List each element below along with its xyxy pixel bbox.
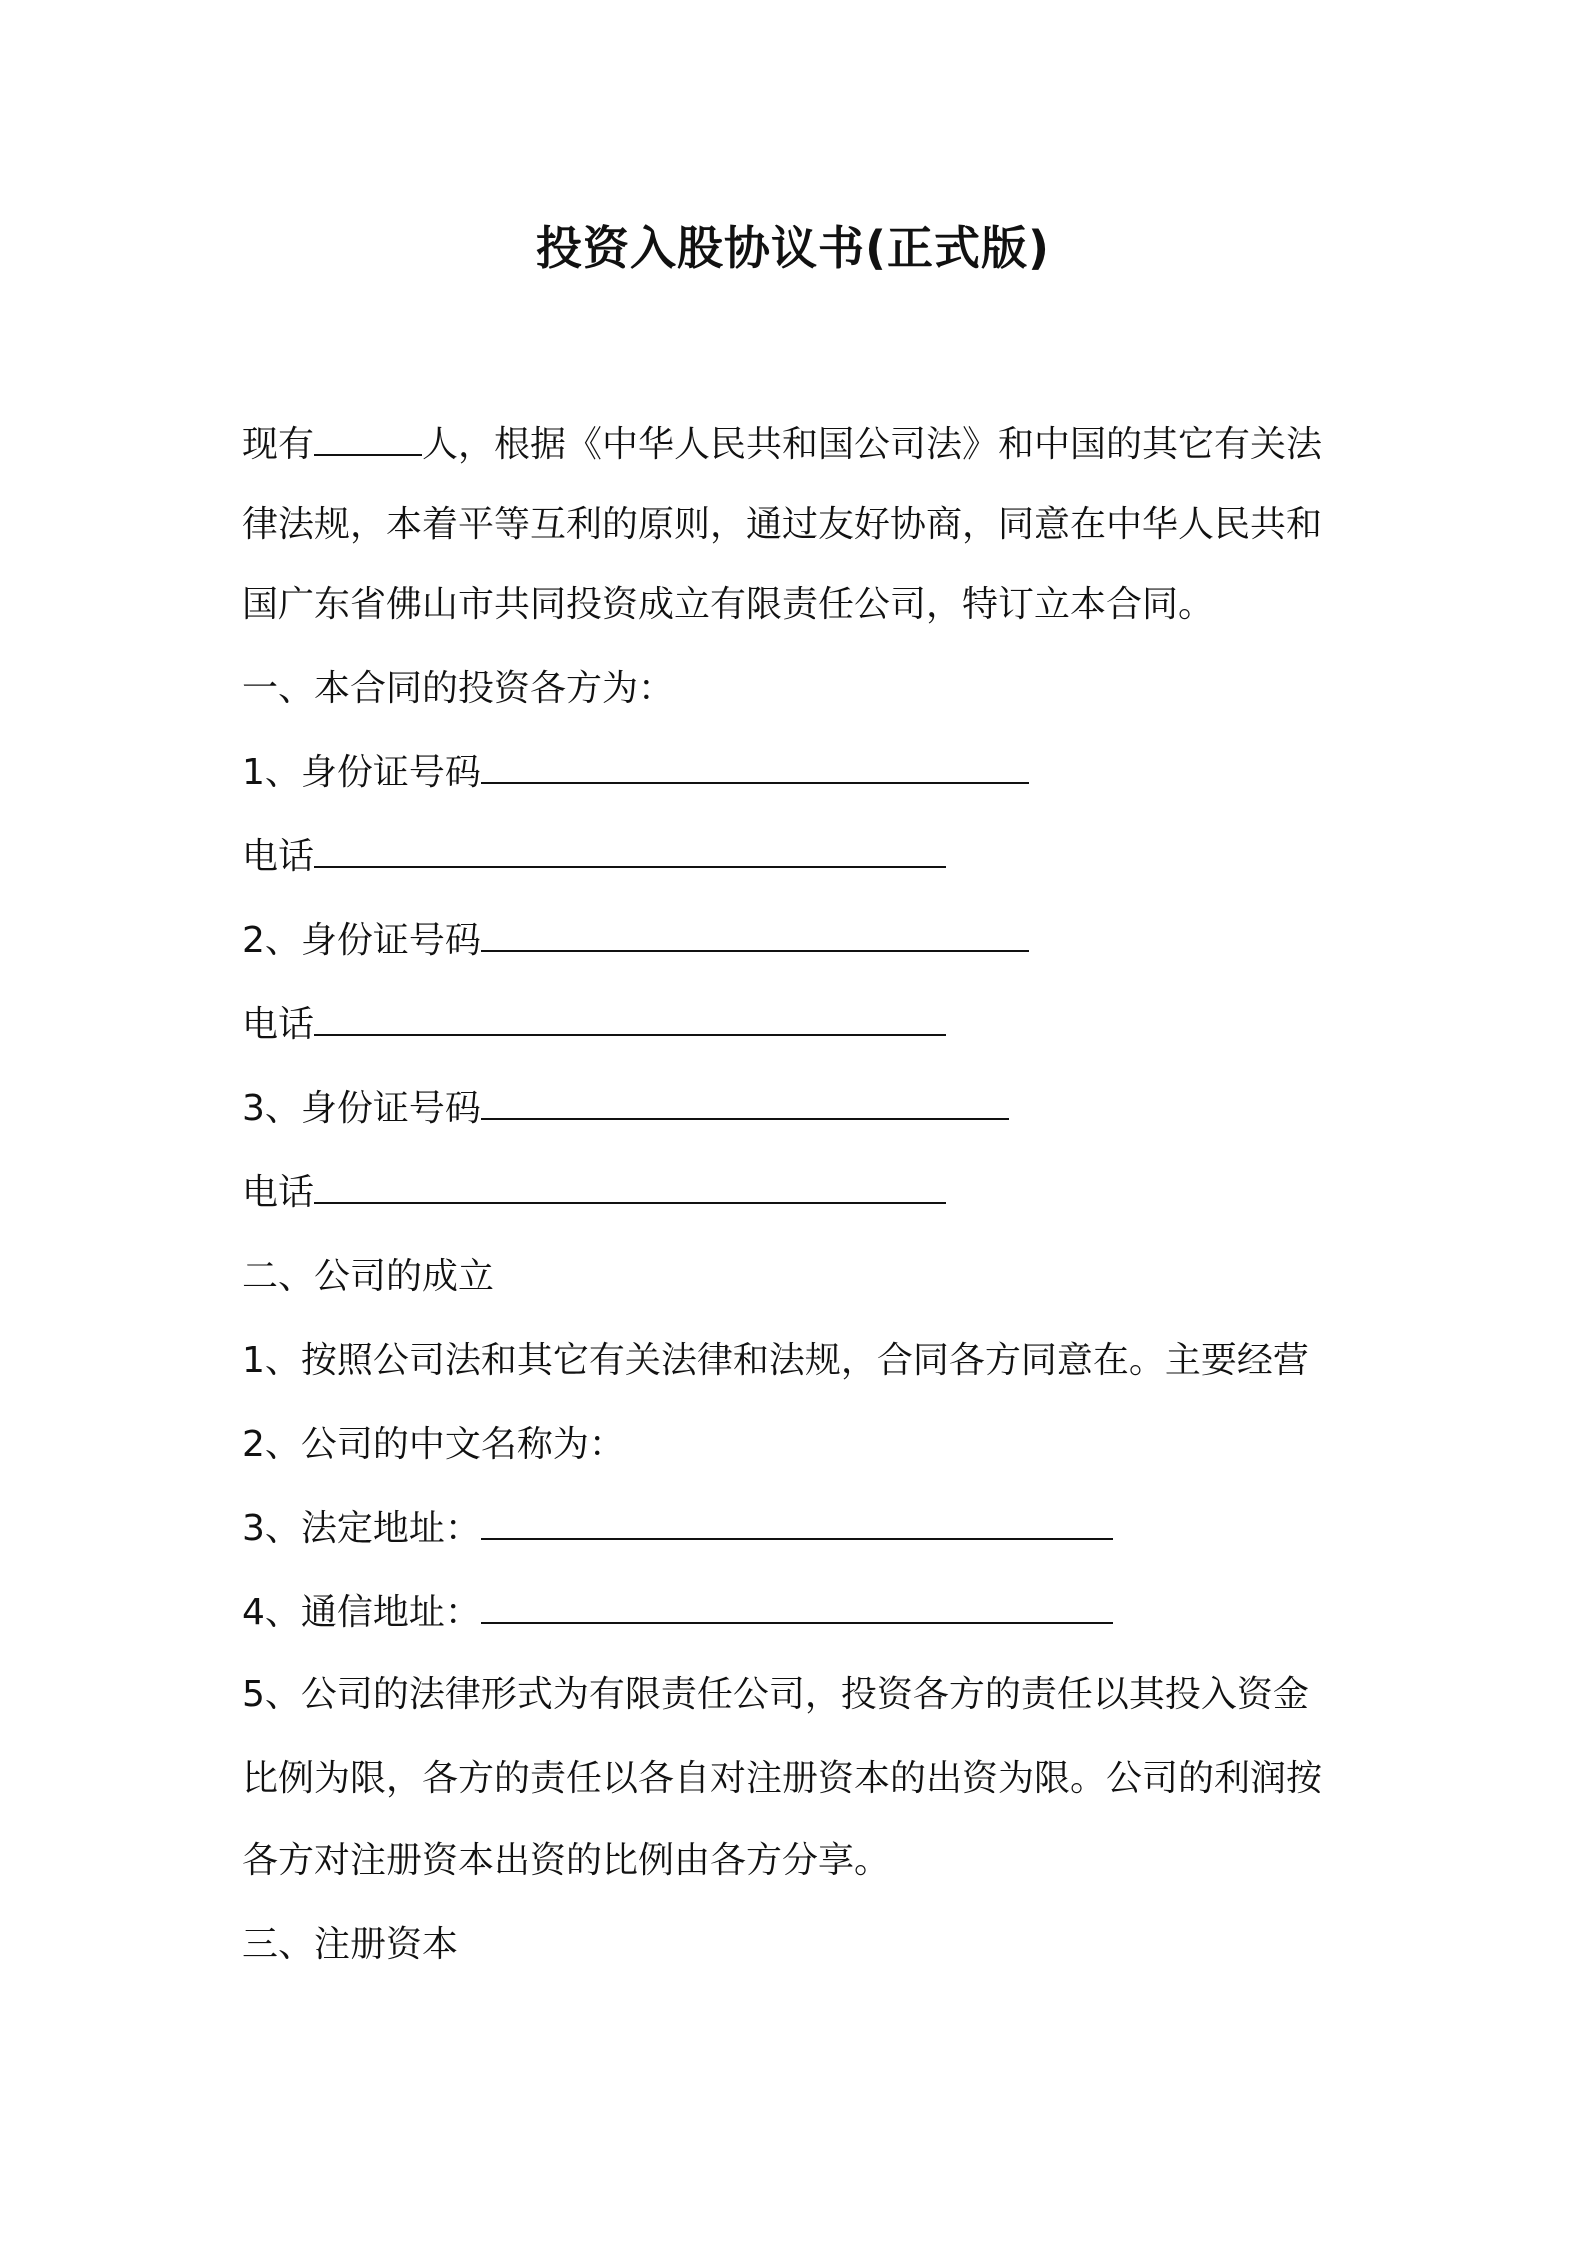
- party-3-phone-label: 电话: [242, 1172, 315, 1213]
- party-1-id-blank[interactable]: [481, 748, 1029, 784]
- party-2-phone-label: 电话: [242, 1004, 315, 1045]
- party-2-id-blank[interactable]: [481, 916, 1029, 952]
- section-2-item-5-line-2: 比例为限，各方的责任以各自对注册资本的出资为限。公司的利润按: [242, 1758, 1323, 1799]
- party-1-phone-line: [242, 832, 946, 882]
- document-title: 投资入股协议书(正式版): [535, 221, 1051, 275]
- mailing-address-label: 4、通信地址：: [242, 1592, 481, 1633]
- section-2-heading: 二、公司的成立: [242, 1256, 495, 1297]
- blank-party-count[interactable]: [314, 420, 422, 456]
- legal-address-line: [242, 1504, 1113, 1554]
- section-2-item-5-line-1: 5、公司的法律形式为有限责任公司，投资各方的责任以其投入资金: [242, 1674, 1309, 1715]
- party-2-id-line: [242, 916, 1029, 966]
- mailing-address-line: [242, 1588, 1113, 1638]
- intro-line-1: [242, 420, 1322, 470]
- party-3-phone-line: [242, 1168, 946, 1218]
- section-1-heading: 一、本合同的投资各方为：: [242, 668, 675, 709]
- section-2-item-2: 2、公司的中文名称为：: [242, 1424, 625, 1465]
- party-2-id-label: 2、身份证号码: [242, 920, 481, 961]
- party-3-id-blank[interactable]: [481, 1084, 1009, 1120]
- section-2-item-5-line-3: 各方对注册资本出资的比例由各方分享。: [242, 1840, 891, 1881]
- intro-line-3: 国广东省佛山市共同投资成立有限责任公司，特订立本合同。: [242, 584, 1215, 625]
- party-3-phone-blank[interactable]: [314, 1168, 946, 1204]
- party-2-phone-line: [242, 1000, 946, 1050]
- section-2-item-1: 1、按照公司法和其它有关法律和法规，合同各方同意在。主要经营: [242, 1340, 1309, 1381]
- mailing-address-blank[interactable]: [481, 1588, 1113, 1624]
- intro-line-2: 律法规，本着平等互利的原则，通过友好协商，同意在中华人民共和: [242, 504, 1323, 545]
- party-1-id-label: 1、身份证号码: [242, 752, 481, 793]
- intro-prefix: 现有: [242, 424, 315, 465]
- party-1-phone-label: 电话: [242, 836, 315, 877]
- legal-address-label: 3、法定地址：: [242, 1508, 481, 1549]
- intro-suffix: 人，根据《中华人民共和国公司法》和中国的其它有关法: [422, 424, 1323, 465]
- party-1-phone-blank[interactable]: [314, 832, 946, 868]
- party-2-phone-blank[interactable]: [314, 1000, 946, 1036]
- section-3-heading: 三、注册资本: [242, 1924, 459, 1965]
- party-3-id-label: 3、身份证号码: [242, 1088, 481, 1129]
- party-3-id-line: [242, 1084, 1009, 1134]
- legal-address-blank[interactable]: [481, 1504, 1113, 1540]
- party-1-id-line: [242, 748, 1029, 798]
